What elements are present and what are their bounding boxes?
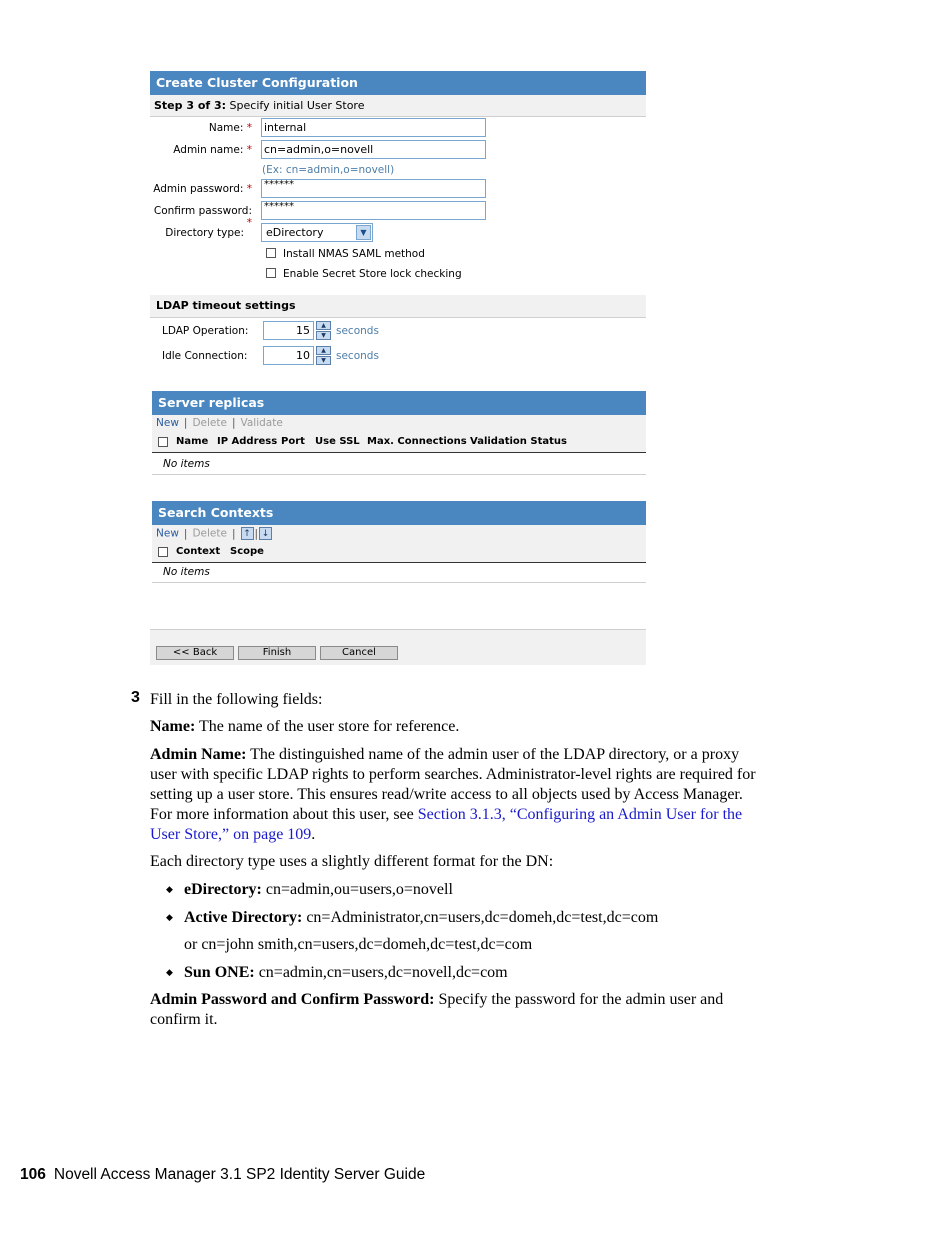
toolbar-separator: | <box>183 527 188 540</box>
required-marker: * <box>246 217 252 229</box>
admin-name-input[interactable]: cn=admin,o=novell <box>261 140 486 159</box>
spin-up-icon[interactable]: ▲ <box>316 321 331 330</box>
step-number: 3 <box>131 689 140 706</box>
replica-validate-link[interactable]: Validate <box>240 417 283 429</box>
contexts-empty-message: No items <box>163 566 210 578</box>
context-delete-link[interactable]: Delete <box>192 527 227 540</box>
bullet-icon: ◆ <box>166 913 173 923</box>
search-contexts-toolbar <box>156 527 272 540</box>
spin-up-icon[interactable]: ▲ <box>316 346 331 355</box>
replicas-col-port: Port <box>281 436 305 447</box>
toolbar-separator: | <box>231 417 236 429</box>
replicas-col-max-connections: Max. Connections <box>367 436 467 447</box>
contexts-select-all-checkbox[interactable] <box>158 547 168 557</box>
ldap-operation-label: LDAP Operation: <box>162 325 249 337</box>
divider <box>152 474 646 475</box>
context-new-link[interactable]: New <box>156 527 179 540</box>
name-definition <box>150 717 459 737</box>
confirm-password-input[interactable]: ****** <box>261 201 486 220</box>
toolbar-separator: | <box>183 417 188 429</box>
active-directory-term: Active Directory: <box>184 909 303 926</box>
divider <box>152 562 646 563</box>
required-marker: * <box>246 183 252 195</box>
admin-name-hint: (Ex: cn=admin,o=novell) <box>262 164 395 176</box>
replica-new-link[interactable]: New <box>156 417 179 429</box>
sun-one-term: Sun ONE: <box>184 964 255 981</box>
contexts-col-scope: Scope <box>230 546 264 557</box>
directory-type-value: eDirectory <box>266 226 324 239</box>
confirm-password-label: Confirm password: * <box>153 205 252 229</box>
spin-down-icon[interactable]: ▼ <box>316 331 331 340</box>
bullet-icon: ◆ <box>166 968 173 978</box>
admin-password-input[interactable]: ****** <box>261 179 486 198</box>
toolbar-separator: | <box>231 527 236 540</box>
chevron-down-icon[interactable]: ▼ <box>356 225 371 240</box>
bullet-icon: ◆ <box>166 885 173 895</box>
admin-name-label: Admin name: * <box>173 144 252 156</box>
spin-down-icon[interactable]: ▼ <box>316 356 331 365</box>
name-label: Name: * <box>208 122 252 134</box>
edirectory-term: eDirectory: <box>184 881 262 898</box>
name-description: The name of the user store for reference. <box>195 718 460 735</box>
active-directory-dn: Active Directory: cn=Administrator,cn=users,dc=domeh,dc=test,dc=com <box>184 909 659 926</box>
secret-store-checkbox-label: Enable Secret Store lock checking <box>283 268 462 280</box>
active-directory-alt-dn: or cn=john smith,cn=users,dc=domeh,dc=test,dc=com <box>184 936 533 953</box>
nmas-checkbox[interactable] <box>266 248 276 258</box>
divider <box>152 452 646 453</box>
replicas-col-validation-status: Validation Status <box>470 436 567 447</box>
name-term: Name: <box>150 718 196 735</box>
panel-title: Create Cluster Configuration <box>150 71 646 95</box>
replicas-empty-message: No items <box>163 458 210 470</box>
idle-connection-unit: seconds <box>336 350 379 362</box>
password-definition: Admin Password and Confirm Password: Specify the password for the admin user and confirm it. <box>150 991 724 1028</box>
edirectory-dn: eDirectory: cn=admin,ou=users,o=novell <box>184 881 453 898</box>
server-replicas-title: Server replicas <box>152 391 646 415</box>
search-contexts-title: Search Contexts <box>152 501 646 525</box>
nmas-checkbox-label: Install NMAS SAML method <box>283 248 425 260</box>
step-prefix: Step 3 of 3: <box>154 99 227 112</box>
name-input[interactable]: internal <box>261 118 486 137</box>
admin-password-label: Admin password: * <box>153 183 252 195</box>
replicas-col-name: Name <box>176 436 209 447</box>
book-title: Novell Access Manager 3.1 SP2 Identity Server Guide <box>53 1166 426 1183</box>
move-up-icon[interactable]: ↑ <box>241 527 254 540</box>
replica-delete-link[interactable]: Delete <box>192 417 227 429</box>
create-cluster-configuration-panel <box>150 71 646 665</box>
ldap-operation-spinner[interactable] <box>316 321 331 340</box>
page-footer <box>20 1166 425 1184</box>
step-text: Specify initial User Store <box>226 99 365 112</box>
idle-connection-spinner[interactable] <box>316 346 331 365</box>
toolbar-separator: | <box>254 527 259 540</box>
required-marker: * <box>246 144 252 156</box>
secret-store-checkbox[interactable] <box>266 268 276 278</box>
admin-user-section-link[interactable]: User Store,” on page 109 <box>150 826 312 843</box>
required-marker: * <box>246 122 252 134</box>
contexts-col-context: Context <box>176 546 221 557</box>
admin-name-line: setting up a user store. This ensures read/write access to all objects used by Access Manager. <box>150 786 743 803</box>
move-down-icon[interactable]: ↓ <box>259 527 272 540</box>
replicas-col-ip: IP Address <box>217 436 278 447</box>
directory-type-label: Directory type: <box>165 227 244 239</box>
admin-name-line: user with specific LDAP rights to perform searches. Administrator-level rights are required for <box>150 766 756 783</box>
admin-name-line: The distinguished name of the admin user of the LDAP directory, or a proxy <box>246 746 740 763</box>
step-intro: Fill in the following fields: <box>150 691 323 708</box>
replicas-select-all-checkbox[interactable] <box>158 437 168 447</box>
back-button[interactable]: << Back <box>156 646 234 660</box>
password-term: Admin Password and Confirm Password: <box>150 991 435 1008</box>
ldap-operation-input[interactable]: 15 <box>263 321 314 340</box>
admin-name-definition: Admin Name: The distinguished name of the admin user of the LDAP directory, or a proxy user with specific LDAP rights to perform searches. Administrator-level rights are required for setting up a user store. This ensures read/write access to all objects used by Access Manager. For more information about this user, see Section 3.1.3, “Configuring an Admin User for the User Store,” on page 109. <box>150 745 810 845</box>
admin-name-term: Admin Name: <box>150 746 247 763</box>
dn-intro: Each directory type uses a slightly different format for the DN: <box>150 853 554 870</box>
ldap-timeout-section-title: LDAP timeout settings <box>150 295 646 318</box>
cancel-button[interactable]: Cancel <box>320 646 398 660</box>
finish-button[interactable]: Finish <box>238 646 316 660</box>
divider <box>152 582 646 583</box>
page-number: 106 <box>20 1166 46 1183</box>
directory-type-select[interactable] <box>261 223 373 242</box>
server-replicas-toolbar <box>156 417 283 429</box>
sun-one-dn: Sun ONE: cn=admin,cn=users,dc=novell,dc=com <box>184 964 508 981</box>
admin-user-section-link[interactable]: Section 3.1.3, “Configuring an Admin User for the <box>417 806 743 823</box>
ldap-operation-unit: seconds <box>336 325 379 337</box>
admin-name-line: For more information about this user, see <box>150 806 418 823</box>
replicas-col-ssl: Use SSL <box>315 436 360 447</box>
step-indicator <box>150 95 646 117</box>
idle-connection-input[interactable]: 10 <box>263 346 314 365</box>
idle-connection-label: Idle Connection: <box>162 350 248 362</box>
